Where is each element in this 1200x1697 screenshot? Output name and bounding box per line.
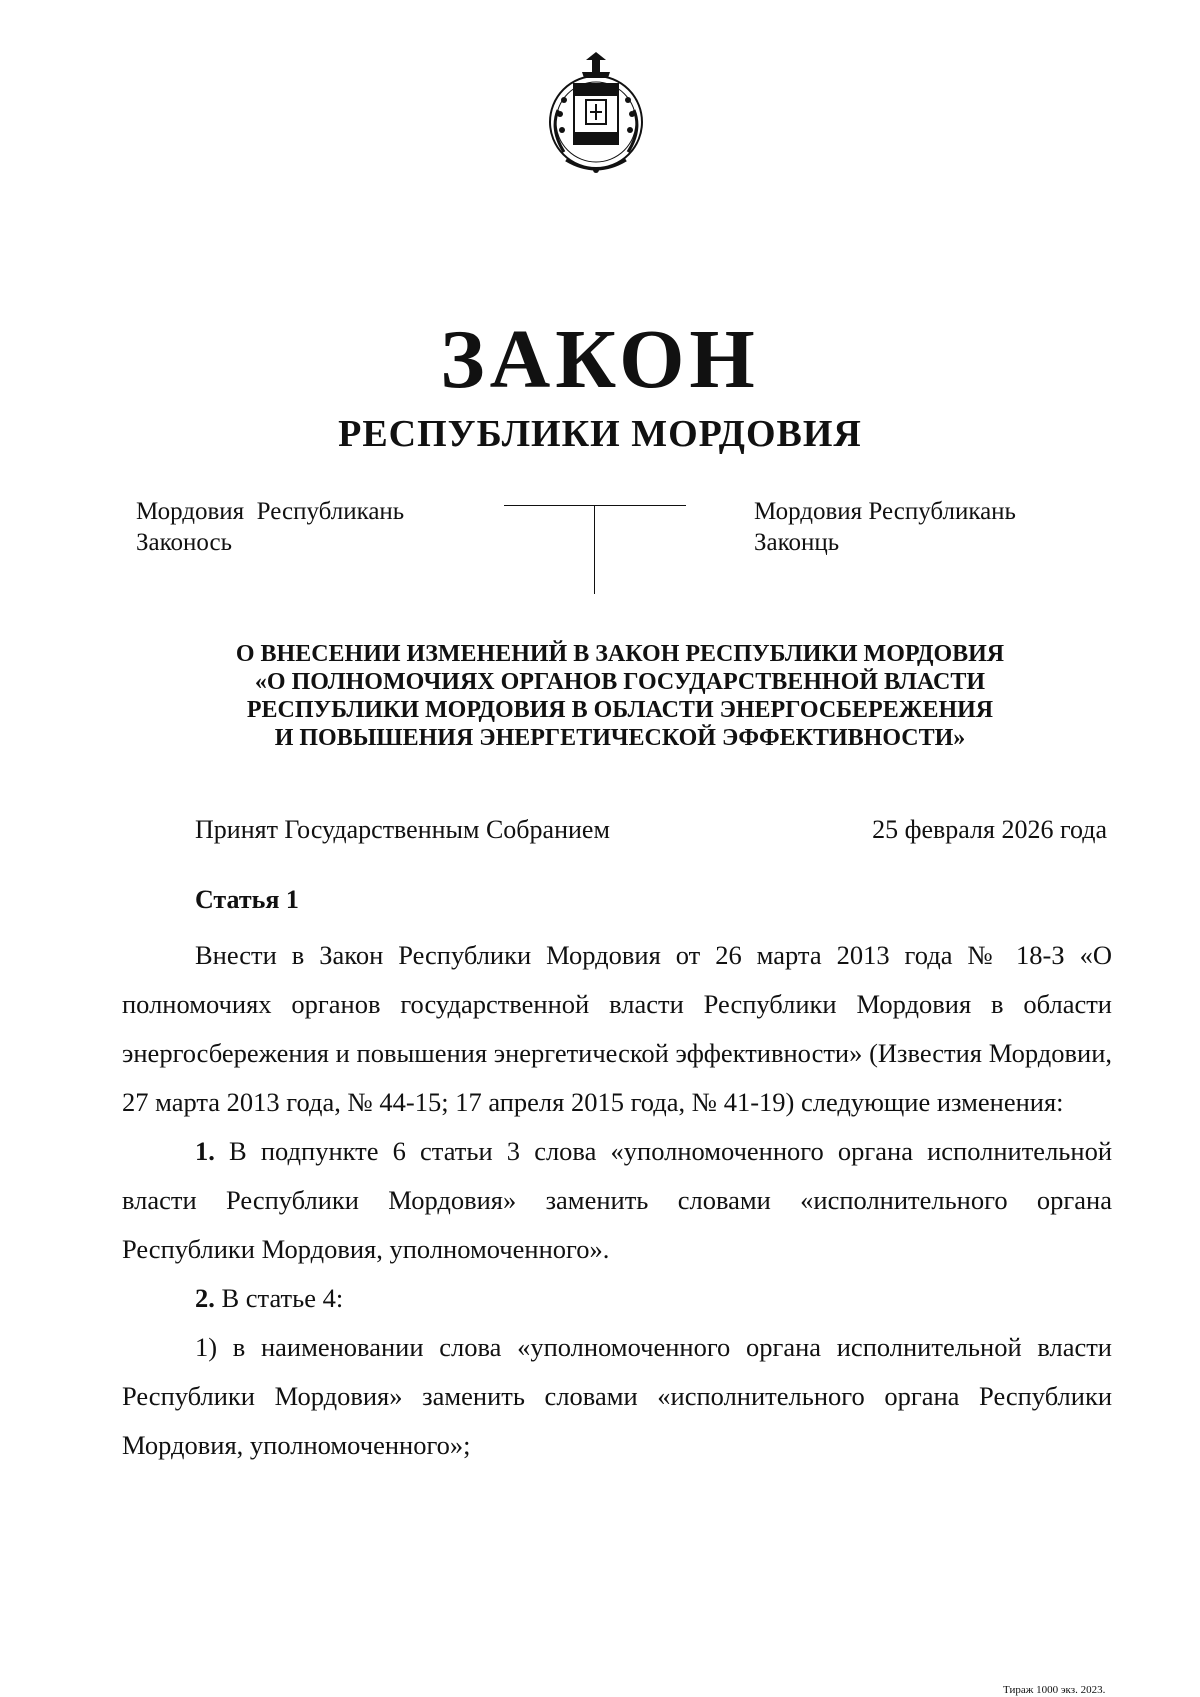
coat-of-arms-emblem xyxy=(536,50,656,180)
intro-paragraph: Внести в Закон Республики Мордовия от 26 марта 2013 года № 18-З «О полномочиях органов государственной власти Республики Мордовия в области энергосбережения и повышения энергетической эффективности» (Известия Мордовии, 27 марта 2013 года, № 44-15; 17 апреля 2015 года, № 41-19) следующие изменения: xyxy=(122,940,1112,1117)
law-heading-line: «О ПОЛНОМОЧИЯХ ОРГАНОВ ГОСУДАРСТВЕННОЙ ВЛАСТИ xyxy=(254,669,986,695)
adoption-line xyxy=(195,815,1107,845)
document-subtitle: РЕСПУБЛИКИ МОРДОВИЯ xyxy=(338,413,862,455)
item-1-number: 1. xyxy=(195,1136,215,1166)
moksha-heading-line1: Мордовия Республикань xyxy=(136,498,405,525)
adopted-label: Принят Государственным Собранием xyxy=(195,815,610,844)
item-1-paragraph xyxy=(122,1127,1112,1274)
law-heading-line: И ПОВЫШЕНИЯ ЭНЕРГЕТИЧЕСКОЙ ЭФФЕКТИВНОСТИ» xyxy=(274,725,966,751)
erzya-heading-block xyxy=(754,496,1016,558)
article-title: Статья 1 xyxy=(195,885,299,914)
item-1-text: В подпункте 6 статьи 3 слова «уполномоченного органа исполнительной власти Республики Мордовия» заменить словами «исполнительного органа Республики Мордовия, уполномоченного». xyxy=(122,1136,1112,1264)
item-2-paragraph xyxy=(122,1274,1112,1323)
law-heading xyxy=(200,640,1040,752)
document-title: ЗАКОН xyxy=(440,313,760,406)
item-2-subitem-1: 1) в наименовании слова «уполномоченного органа исполнительной власти Республики Мордовия» заменить словами «исполнительного органа Республики Мордовия, уполномоченного»; xyxy=(122,1332,1112,1460)
registration-stamp-horizontal-line xyxy=(504,505,686,506)
article-body xyxy=(122,931,1112,1470)
adopted-date: 25 февраля 2026 года xyxy=(872,815,1107,844)
moksha-heading-line2: Законось xyxy=(136,529,232,556)
item-2-text: В статье 4: xyxy=(221,1283,344,1313)
print-run-footer: Тираж 1000 экз. 2023. xyxy=(1003,1684,1106,1696)
erzya-heading-line2: Законць xyxy=(754,529,840,556)
law-heading-line: РЕСПУБЛИКИ МОРДОВИЯ В ОБЛАСТИ ЭНЕРГОСБЕРЕЖЕНИЯ xyxy=(246,697,994,723)
registration-stamp-vertical-line xyxy=(594,505,595,594)
law-heading-line: О ВНЕСЕНИИ ИЗМЕНЕНИЙ В ЗАКОН РЕСПУБЛИКИ МОРДОВИЯ xyxy=(235,641,1005,667)
item-2-number: 2. xyxy=(195,1283,215,1313)
moksha-heading-block xyxy=(136,496,404,558)
erzya-heading-line1: Мордовия Республикань xyxy=(754,498,1016,525)
